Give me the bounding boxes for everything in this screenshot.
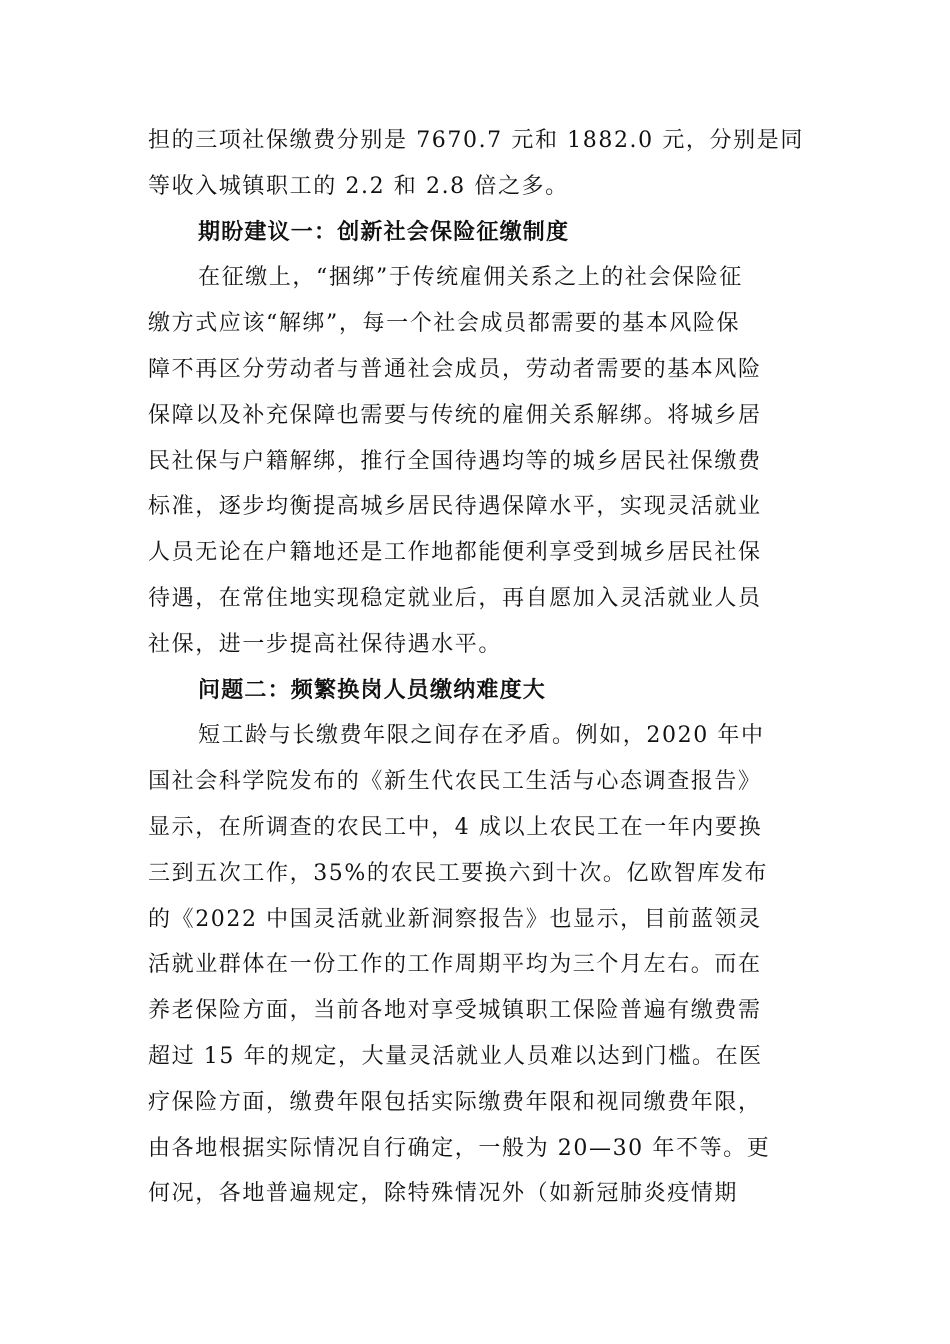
paragraph-line: 短工龄与长缴费年限之间存在矛盾。例如，2020 年中 <box>198 723 765 749</box>
paragraph-line: 活就业群体在一份工作的工作周期平均为三个月左右。而在 <box>148 952 762 978</box>
paragraph-line: 由各地根据实际情况自行确定，一般为 20—30 年不等。更 <box>148 1135 771 1161</box>
section-heading: 期盼建议一：创新社会保险征缴制度 <box>198 219 570 245</box>
paragraph-line: 的《2022 中国灵活就业新洞察报告》也显示，目前蓝领灵 <box>148 906 762 932</box>
paragraph-line: 人员无论在户籍地还是工作地都能便利享受到城乡居民社保 <box>148 540 762 566</box>
paragraph-line: 超过 15 年的规定，大量灵活就业人员难以达到门槛。在医 <box>148 1043 763 1069</box>
paragraph-line: 障不再区分劳动者与普通社会成员，劳动者需要的基本风险 <box>148 356 762 382</box>
paragraph-line: 等收入城镇职工的 2.2 和 2.8 倍之多。 <box>148 173 569 199</box>
paragraph-line: 待遇，在常住地实现稳定就业后，再自愿加入灵活就业人员 <box>148 585 762 611</box>
paragraph-line: 担的三项社保缴费分别是 7670.7 元和 1882.0 元，分别是同 <box>148 128 804 153</box>
paragraph-line: 标准，逐步均衡提高城乡居民待遇保障水平，实现灵活就业 <box>148 494 762 520</box>
paragraph-line: 显示，在所调查的农民工中，4 成以上农民工在一年内要换 <box>148 814 763 840</box>
document-body <box>148 118 808 1217</box>
paragraph-line: 在征缴上，“捆绑”于传统雇佣关系之上的社会保险征 <box>198 265 743 291</box>
paragraph-line: 何况，各地普遍规定，除特殊情况外（如新冠肺炎疫情期 <box>148 1181 739 1207</box>
paragraph-line: 保障以及补充保障也需要与传统的雇佣关系解绑。将城乡居 <box>148 402 762 428</box>
section-heading: 问题二：频繁换岗人员缴纳难度大 <box>198 677 547 703</box>
paragraph-line: 民社保与户籍解绑，推行全国待遇均等的城乡居民社保缴费 <box>148 448 762 474</box>
paragraph-line: 社保，进一步提高社保待遇水平。 <box>148 631 503 657</box>
paragraph-line: 养老保险方面，当前各地对享受城镇职工保险普遍有缴费需 <box>148 998 762 1024</box>
paragraph-line: 疗保险方面，缴费年限包括实际缴费年限和视同缴费年限， <box>148 1089 762 1115</box>
paragraph-line: 三到五次工作，35%的农民工要换六到十次。亿欧智库发布 <box>148 860 769 886</box>
paragraph-line: 缴方式应该“解绑”，每一个社会成员都需要的基本风险保 <box>148 311 741 337</box>
paragraph-line: 国社会科学院发布的《新生代农民工生活与心态调查报告》 <box>148 769 762 795</box>
